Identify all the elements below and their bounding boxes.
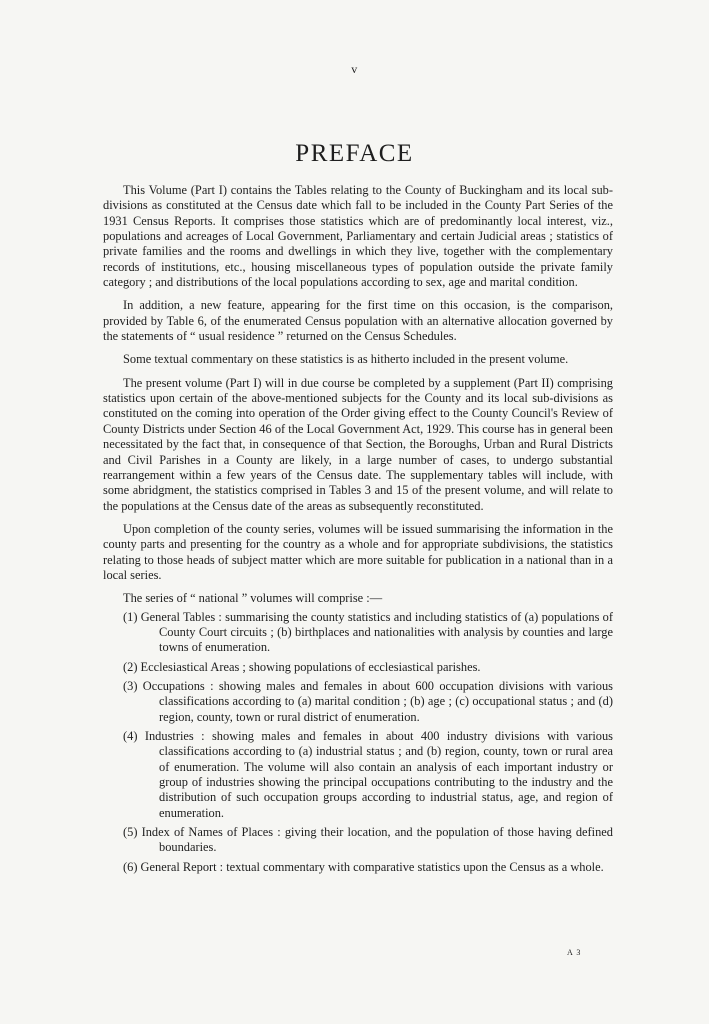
paragraph: Some textual commentary on these statistics is as hitherto included in the present volume. (123, 352, 569, 367)
page-title: PREFACE (295, 140, 414, 167)
list-item: (2) Ecclesiastical Areas ; showing populations of ecclesiastical parishes. (123, 659, 481, 674)
signature-mark: A 3 (567, 948, 582, 957)
paragraph: The present volume (Part I) will in due course be completed by a supplement (Part II) comprising statistics upon certain of the above-mentioned subjects for the County and its local sub-divisions as constituted on the coming into operation of the Order giving effect to the County Council's Review of County Districts under Section 46 of the Local Government Act, 1929. This course has in general been necessitated by the fact that, in consequence of that Section, the Boroughs, Urban and Rural Districts and Civil Parishes in a County are likely, in a large number of cases, to undergo substantial rearrangement within a few years of the Census date. The supplementary tables will include, with some abridgment, the statistics comprised in Tables 3 and 15 of the present volume, and will relate to the populations at the Census date of the areas as subsequently reconstituted. (103, 375, 613, 513)
list-item: (5) Index of Names of Places : giving their location, and the population of those having defined boundaries. (123, 825, 613, 855)
volume-list (103, 610, 613, 876)
preface-body (103, 183, 613, 879)
list-item: (1) General Tables : summarising the county statistics and including statistics of (a) populations of County Court circuits ; (b) birthplaces and nationalities with analysis by counties and large towns of enumeration. (123, 609, 613, 655)
list-item: (6) General Report : textual commentary with comparative statistics upon the Census as a whole. (123, 859, 604, 874)
paragraph: In addition, a new feature, appearing for the first time on this occasion, is the comparison, provided by Table 6, of the enumerated Census population with an alternative allocation governed by the statements of “ usual residence ” returned on the Census Schedules. (103, 298, 613, 344)
list-intro: The series of “ national ” volumes will comprise :— (123, 591, 383, 606)
paragraph: Upon completion of the county series, volumes will be issued summarising the information in the county parts and presenting for the country as a whole and for appropriate subdivisions, the statistics relating to those heads of subject matter which are more suitable for publication in a national than in a local series. (103, 521, 613, 582)
list-item: (4) Industries : showing males and females in about 400 industry divisions with various classifications according to (a) industrial status ; and (b) region, county, town or rural area of enumeration. The volume will also contain an analysis of each important industry or group of industries showing the principal occupations contributing to the industry and the distribution of such occupation groups according to industrial status, age, and region of enumeration. (123, 729, 613, 820)
page-number: v (351, 62, 358, 76)
paragraph: This Volume (Part I) contains the Tables relating to the County of Buckingham and its local sub-divisions as constituted at the Census date which fall to be included in the County Part Series of the 1931 Census Reports. It comprises those statistics which are of predominantly local interest, viz., populations and acreages of Local Government, Parliamentary and certain Judicial areas ; statistics of private families and the rooms and dwellings in which they live, together with the complementary records of institutions, etc., housing miscellaneous types of population outside the private family category ; and distributions of the local populations according to sex, age and marital condition. (103, 183, 613, 290)
list-item: (3) Occupations : showing males and females in about 600 occupation divisions with various classifications according to (a) marital condition ; (b) age ; (c) occupational status ; and (d) region, county, town or rural district of enumeration. (123, 678, 613, 724)
